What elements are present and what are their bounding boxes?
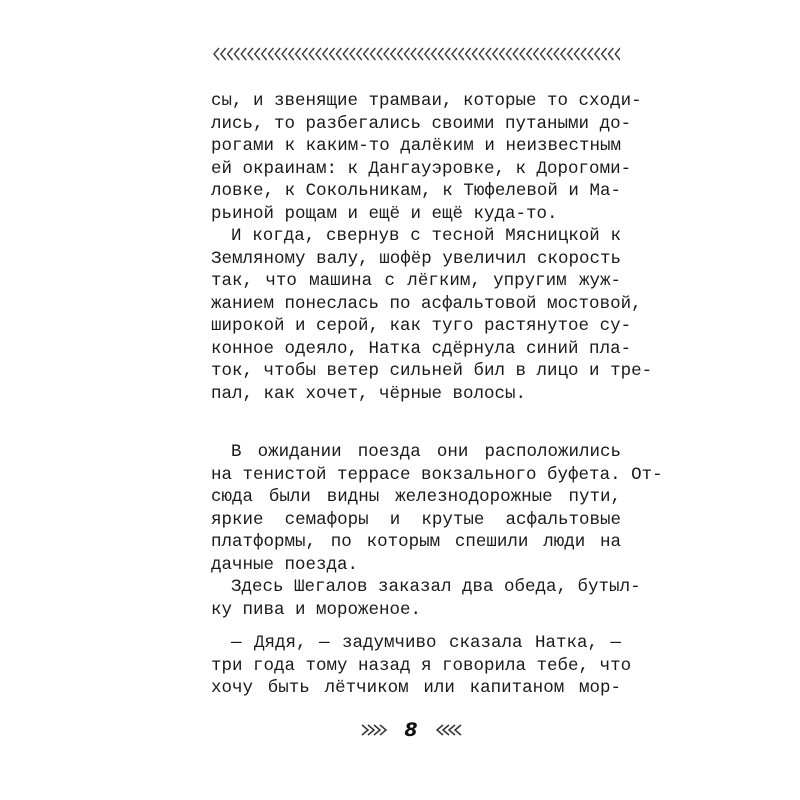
chevron-mark — [459, 48, 464, 60]
chevron-mark — [330, 48, 335, 60]
chevron-mark — [255, 48, 260, 60]
chevron-mark — [506, 48, 511, 60]
text-line: ей окраинам: к Дангауэровке, к Дорогоми- — [211, 158, 632, 179]
text-line: лись, то разбегались своими путаными до- — [211, 113, 632, 134]
chevron-mark — [472, 48, 477, 60]
text-line: сы, и звенящие трамваи, которые то сходи- — [211, 91, 642, 111]
chevron-mark — [214, 48, 219, 60]
chevron-mark — [581, 48, 586, 60]
chevron-mark — [221, 48, 226, 60]
chevron-mark — [513, 48, 518, 60]
text-line: яркие семафоры и крутые асфальтовые — [211, 509, 621, 530]
chevron-mark — [268, 48, 273, 60]
chevron-border-icon — [212, 44, 620, 64]
chevron-mark — [574, 48, 579, 60]
chevron-mark — [262, 48, 267, 60]
chevron-mark — [302, 48, 307, 60]
text-line: — Дядя, — задумчиво сказала Натка, — — [231, 633, 621, 653]
chevron-mark — [404, 48, 409, 60]
text-line: ток, чтобы ветер сильней бил в лицо и тре- — [211, 361, 653, 381]
chevron-mark — [527, 48, 532, 60]
text-line: ку пива и мороженое. — [211, 599, 422, 620]
double-chevron-left-icon — [433, 722, 465, 743]
chevron-mark — [418, 48, 423, 60]
chevron-mark — [309, 48, 314, 60]
text-line: пал, как хочет, чёрные волосы. — [211, 383, 527, 404]
chevron-mark — [568, 48, 573, 60]
text-line: В ожидании поезда они расположились — [231, 442, 621, 462]
double-chevron-right-icon — [360, 722, 392, 743]
text-line: конное одеяло, Натка сдёрнула синий пла- — [211, 338, 632, 359]
chevron-mark — [357, 48, 362, 60]
text-line: дачные поезда. — [211, 554, 359, 575]
chevron-mark — [534, 48, 539, 60]
chevron-mark — [466, 48, 471, 60]
chevron-mark — [289, 48, 294, 60]
chevron-mark — [370, 48, 375, 60]
chevron-mark — [364, 48, 369, 60]
chevron-mark — [438, 48, 443, 60]
paragraph — [211, 225, 653, 405]
text-line: широкой и серой, как туго растянутое су- — [211, 316, 632, 336]
chevron-mark — [398, 48, 403, 60]
text-line: хочу быть лётчиком или капитаном мор- — [211, 678, 621, 698]
chevron-mark — [343, 48, 348, 60]
text-line: Здесь Шегалов заказал два обеда, бутыл- — [231, 577, 641, 597]
chevron-mark — [602, 48, 607, 60]
page-number: 8 — [404, 719, 418, 741]
chevron-mark — [384, 48, 389, 60]
chevron-mark — [296, 48, 301, 60]
chevron-mark — [493, 48, 498, 60]
chevron-mark — [547, 48, 552, 60]
chevron-mark — [479, 48, 484, 60]
chevron-mark — [540, 48, 545, 60]
paragraph — [211, 632, 632, 700]
chevron-mark — [350, 48, 355, 60]
text-line: рогами к каким-то далёким и неизвестным — [211, 136, 621, 156]
text-line: сюда были видны железнодорожные пути, — [211, 487, 621, 507]
chevron-mark — [228, 48, 233, 60]
text-line: Земляному валу, шофёр увеличил скорость — [211, 248, 621, 269]
chevron-mark — [588, 48, 593, 60]
chevron-mark — [500, 48, 505, 60]
text-line: три года тому назад я говорила тебе, что — [211, 655, 632, 676]
chevron-mark — [323, 48, 328, 60]
chevron-mark — [316, 48, 321, 60]
chevron-mark — [234, 48, 239, 60]
chevron-mark — [615, 48, 620, 60]
text-line: ловке, к Сокольникам, к Тюфелевой и Ма- — [211, 181, 621, 201]
chevron-mark — [336, 48, 341, 60]
chevron-mark — [445, 48, 450, 60]
chevron-mark — [595, 48, 600, 60]
page-footer — [0, 718, 800, 742]
chevron-mark — [411, 48, 416, 60]
chevron-mark — [554, 48, 559, 60]
chevron-mark — [452, 48, 457, 60]
chevron-mark — [377, 48, 382, 60]
chevron-mark — [425, 48, 430, 60]
paragraph — [211, 441, 663, 576]
text-line: так, что машина с лёгким, упругим жуж- — [211, 271, 621, 291]
chevron-mark — [608, 48, 613, 60]
chevron-mark — [561, 48, 566, 60]
chevron-mark — [275, 48, 280, 60]
chevron-mark — [486, 48, 491, 60]
chevron-mark — [432, 48, 437, 60]
chevron-mark — [241, 48, 246, 60]
text-line: жанием понеслась по асфальтовой мостовой, — [211, 293, 642, 314]
chevron-mark — [248, 48, 253, 60]
chevron-mark — [282, 48, 287, 60]
chevron-mark — [520, 48, 525, 60]
chevron-mark — [391, 48, 396, 60]
paragraph — [211, 576, 641, 621]
text-line: И когда, свернув с тесной Мясницкой к — [231, 226, 621, 246]
text-line: на тенистой террасе вокзального буфета. От- — [211, 464, 663, 485]
text-line: рьиной рощам и ещё и ещё куда-то. — [211, 203, 558, 224]
text-line: платформы, по которым спешили люди на — [211, 532, 621, 552]
paragraph-continuation — [211, 90, 642, 225]
